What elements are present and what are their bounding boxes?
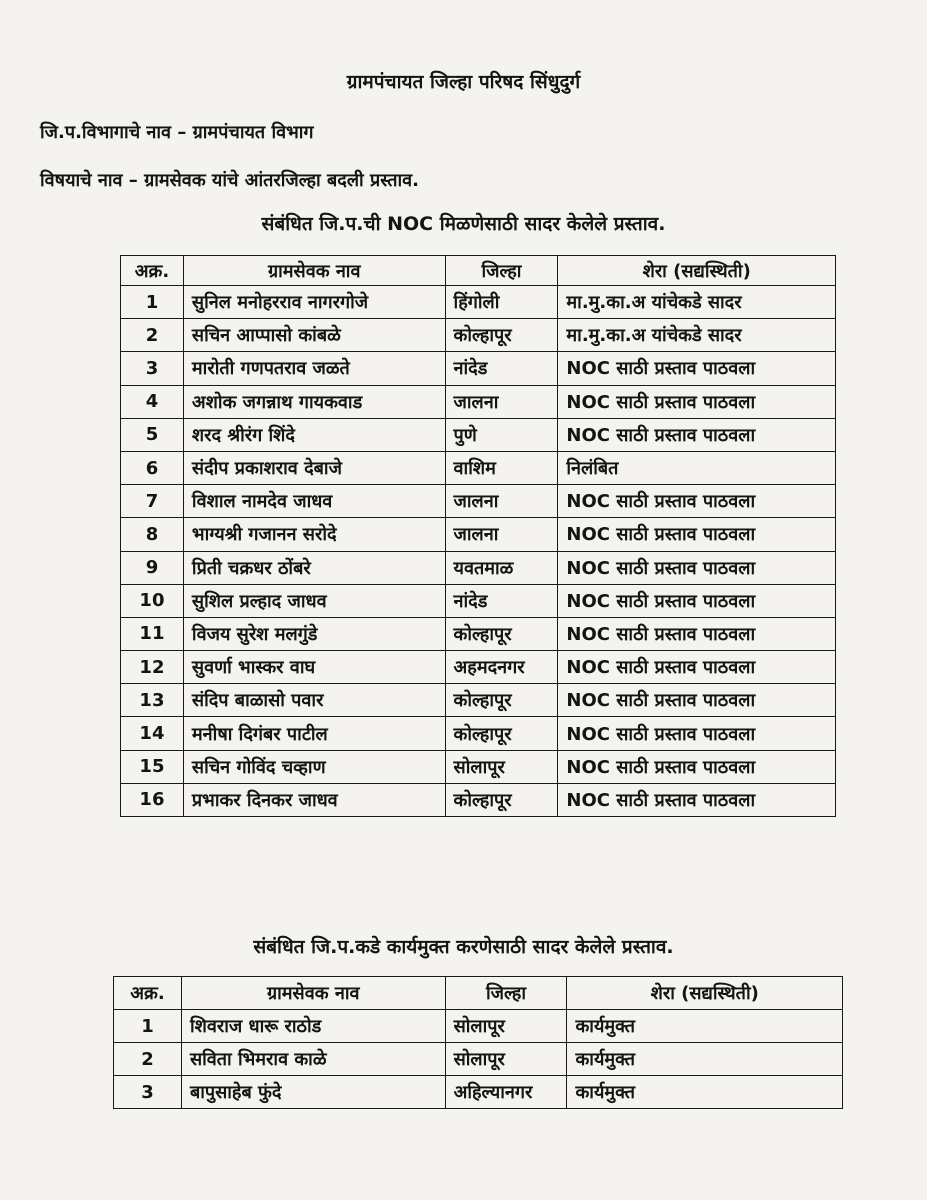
remark-cell: NOC साठी प्रस्ताव पाठवला xyxy=(558,651,836,684)
table-row xyxy=(121,485,836,518)
remark-cell: कार्यमुक्त xyxy=(567,1010,843,1043)
remark-cell: NOC साठी प्रस्ताव पाठवला xyxy=(558,684,836,717)
table-row xyxy=(121,286,836,319)
district-cell: सोलापूर xyxy=(445,750,558,783)
serial-cell: 7 xyxy=(121,485,184,518)
remark-cell: NOC साठी प्रस्ताव पाठवला xyxy=(558,717,836,750)
department-line: जि.प.विभागाचे नाव – ग्रामपंचायत विभाग xyxy=(40,122,314,143)
serial-cell: 11 xyxy=(121,617,184,650)
district-cell: सोलापूर xyxy=(445,1010,567,1043)
remark-cell: NOC साठी प्रस्ताव पाठवला xyxy=(558,750,836,783)
district-cell: वाशिम xyxy=(445,451,558,484)
name-cell: प्रिती चक्रधर ठोंबरे xyxy=(183,551,445,584)
serial-cell: 3 xyxy=(114,1076,182,1109)
table-row xyxy=(121,651,836,684)
table-row xyxy=(121,617,836,650)
remark-cell: मा.मु.का.अ यांचेकडे सादर xyxy=(558,286,836,319)
serial-cell: 16 xyxy=(121,783,184,816)
noc-table xyxy=(120,255,836,817)
document-title: ग्रामपंचायत जिल्हा परिषद सिंधुदुर्ग xyxy=(346,71,581,93)
remark-cell: NOC साठी प्रस्ताव पाठवला xyxy=(558,584,836,617)
district-cell: सोलापूर xyxy=(445,1043,567,1076)
district-cell: नांदेड xyxy=(445,352,558,385)
district-cell: जालना xyxy=(445,518,558,551)
serial-cell: 6 xyxy=(121,451,184,484)
remark-cell: NOC साठी प्रस्ताव पाठवला xyxy=(558,518,836,551)
district-cell: कोल्हापूर xyxy=(445,717,558,750)
district-cell: कोल्हापूर xyxy=(445,684,558,717)
serial-cell: 1 xyxy=(114,1010,182,1043)
remark-cell: NOC साठी प्रस्ताव पाठवला xyxy=(558,418,836,451)
district-cell: कोल्हापूर xyxy=(445,783,558,816)
table-row xyxy=(121,750,836,783)
name-cell: सविता भिमराव काळे xyxy=(181,1043,445,1076)
name-cell: मारोती गणपतराव जळते xyxy=(183,352,445,385)
name-cell: सुवर्णा भास्कर वाघ xyxy=(183,651,445,684)
remark-cell: कार्यमुक्त xyxy=(567,1076,843,1109)
district-cell: जालना xyxy=(445,485,558,518)
serial-cell: 5 xyxy=(121,418,184,451)
relieve-table-header xyxy=(114,977,843,1010)
relieve-section-heading: संबंधित जि.प.कडे कार्यमुक्त करणेसाठी सादर केलेले प्रस्ताव. xyxy=(253,936,674,958)
remark-cell: NOC साठी प्रस्ताव पाठवला xyxy=(558,783,836,816)
table-row xyxy=(121,551,836,584)
noc-table-header xyxy=(121,256,836,286)
column-header-serial: अक्र. xyxy=(121,256,184,286)
name-cell: संदिप बाळासो पवार xyxy=(183,684,445,717)
column-header-district: जिल्हा xyxy=(445,977,567,1010)
column-header-remark: शेरा (सद्यस्थिती) xyxy=(558,256,836,286)
column-header-remark: शेरा (सद्यस्थिती) xyxy=(567,977,843,1010)
district-cell: यवतमाळ xyxy=(445,551,558,584)
serial-cell: 14 xyxy=(121,717,184,750)
serial-cell: 3 xyxy=(121,352,184,385)
relieve-table xyxy=(113,976,843,1109)
district-cell: जालना xyxy=(445,385,558,418)
name-cell: विशाल नामदेव जाधव xyxy=(183,485,445,518)
name-cell: भाग्यश्री गजानन सरोदे xyxy=(183,518,445,551)
name-cell: विजय सुरेश मलगुंडे xyxy=(183,617,445,650)
table-row xyxy=(121,518,836,551)
table-row xyxy=(121,451,836,484)
serial-cell: 9 xyxy=(121,551,184,584)
name-cell: शरद श्रीरंग शिंदे xyxy=(183,418,445,451)
column-header-serial: अक्र. xyxy=(114,977,182,1010)
remark-cell: NOC साठी प्रस्ताव पाठवला xyxy=(558,485,836,518)
noc-table-body xyxy=(121,286,836,817)
noc-section-heading: संबंधित जि.प.ची NOC मिळणेसाठी सादर केलेले प्रस्ताव. xyxy=(261,213,666,235)
district-cell: पुणे xyxy=(445,418,558,451)
district-cell: कोल्हापूर xyxy=(445,617,558,650)
serial-cell: 10 xyxy=(121,584,184,617)
serial-cell: 13 xyxy=(121,684,184,717)
district-cell: कोल्हापूर xyxy=(445,319,558,352)
subject-line: विषयाचे नाव – ग्रामसेवक यांचे आंतरजिल्हा बदली प्रस्ताव. xyxy=(40,170,419,191)
district-cell: हिंगोली xyxy=(445,286,558,319)
name-cell: शिवराज धारू राठोड xyxy=(181,1010,445,1043)
table-row xyxy=(114,1076,843,1109)
serial-cell: 15 xyxy=(121,750,184,783)
table-row xyxy=(121,418,836,451)
remark-cell: कार्यमुक्त xyxy=(567,1043,843,1076)
name-cell: संदीप प्रकाशराव देबाजे xyxy=(183,451,445,484)
remark-cell: निलंबित xyxy=(558,451,836,484)
table-row xyxy=(114,1010,843,1043)
name-cell: अशोक जगन्नाथ गायकवाड xyxy=(183,385,445,418)
table-row xyxy=(121,352,836,385)
table-row xyxy=(121,783,836,816)
name-cell: सुशिल प्रल्हाद जाधव xyxy=(183,584,445,617)
table-row xyxy=(121,319,836,352)
table-row xyxy=(121,684,836,717)
name-cell: सचिन गोविंद चव्हाण xyxy=(183,750,445,783)
serial-cell: 2 xyxy=(121,319,184,352)
remark-cell: मा.मु.का.अ यांचेकडे सादर xyxy=(558,319,836,352)
district-cell: नांदेड xyxy=(445,584,558,617)
remark-cell: NOC साठी प्रस्ताव पाठवला xyxy=(558,385,836,418)
name-cell: सचिन आप्पासो कांबळे xyxy=(183,319,445,352)
column-header-district: जिल्हा xyxy=(445,256,558,286)
table-row xyxy=(121,584,836,617)
serial-cell: 8 xyxy=(121,518,184,551)
table-row xyxy=(121,717,836,750)
district-cell: अहिल्यानगर xyxy=(445,1076,567,1109)
table-row xyxy=(121,385,836,418)
district-cell: अहमदनगर xyxy=(445,651,558,684)
remark-cell: NOC साठी प्रस्ताव पाठवला xyxy=(558,551,836,584)
serial-cell: 1 xyxy=(121,286,184,319)
table-row xyxy=(114,1043,843,1076)
name-cell: मनीषा दिगंबर पाटील xyxy=(183,717,445,750)
serial-cell: 12 xyxy=(121,651,184,684)
name-cell: सुनिल मनोहरराव नागरगोजे xyxy=(183,286,445,319)
relieve-table-body xyxy=(114,1010,843,1109)
name-cell: प्रभाकर दिनकर जाधव xyxy=(183,783,445,816)
serial-cell: 4 xyxy=(121,385,184,418)
remark-cell: NOC साठी प्रस्ताव पाठवला xyxy=(558,617,836,650)
column-header-name: ग्रामसेवक नाव xyxy=(183,256,445,286)
name-cell: बापुसाहेब फुंदे xyxy=(181,1076,445,1109)
remark-cell: NOC साठी प्रस्ताव पाठवला xyxy=(558,352,836,385)
serial-cell: 2 xyxy=(114,1043,182,1076)
column-header-name: ग्रामसेवक नाव xyxy=(181,977,445,1010)
